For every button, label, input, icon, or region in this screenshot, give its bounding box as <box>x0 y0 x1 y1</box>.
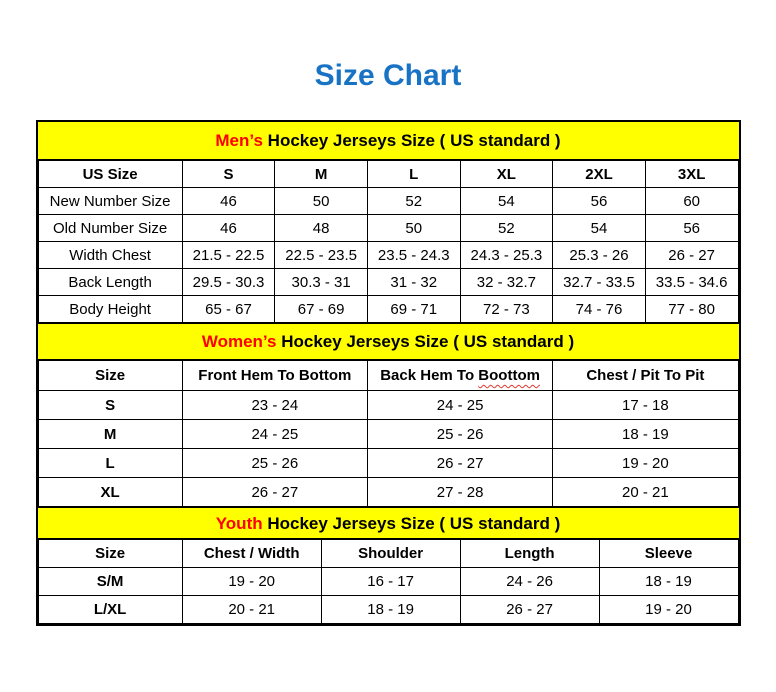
table-row <box>38 188 738 215</box>
mens-cell: 60 <box>645 188 738 215</box>
mens-cell: 22.5 - 23.5 <box>275 242 368 269</box>
mens-cell: 25.3 - 26 <box>553 242 646 269</box>
womens-banner <box>38 323 739 360</box>
youth-banner <box>38 507 739 539</box>
womens-cell: 24 - 25 <box>182 420 367 449</box>
womens-cell: 17 - 18 <box>553 391 738 420</box>
mens-cell: 77 - 80 <box>645 296 738 323</box>
mens-cell: 48 <box>275 215 368 242</box>
womens-cell: 23 - 24 <box>182 391 367 420</box>
mens-row-label: Old Number Size <box>38 215 182 242</box>
mens-cell: 52 <box>460 215 553 242</box>
mens-row-label: Body Height <box>38 296 182 323</box>
section-mens <box>38 122 739 323</box>
youth-cell: 20 - 21 <box>182 596 321 624</box>
womens-banner-accent: Women’s <box>201 332 277 351</box>
mens-cell: 33.5 - 34.6 <box>645 269 738 296</box>
table-row <box>38 296 738 323</box>
mens-column-header: S <box>182 161 275 188</box>
mens-header-row <box>38 161 738 188</box>
mens-cell: 54 <box>460 188 553 215</box>
youth-row-label: L/XL <box>38 596 182 624</box>
womens-cell: 25 - 26 <box>182 449 367 478</box>
table-row <box>38 242 738 269</box>
mens-banner-text: Hockey Jerseys Size ( US standard ) <box>267 131 561 150</box>
youth-header-row <box>38 540 738 568</box>
mens-column-header: L <box>367 161 460 188</box>
mens-cell: 32 - 32.7 <box>460 269 553 296</box>
mens-row-label: Width Chest <box>38 242 182 269</box>
youth-row-label: S/M <box>38 568 182 596</box>
youth-column-header: Size <box>38 540 182 568</box>
mens-banner-accent: Men’s <box>215 131 263 150</box>
mens-cell: 54 <box>553 215 646 242</box>
womens-row-label: S <box>38 391 182 420</box>
mens-cell: 24.3 - 25.3 <box>460 242 553 269</box>
mens-cell: 46 <box>182 188 275 215</box>
womens-row-label: XL <box>38 478 182 507</box>
mens-cell: 32.7 - 33.5 <box>553 269 646 296</box>
youth-banner-accent: Youth <box>215 514 263 533</box>
mens-row-label: Back Length <box>38 269 182 296</box>
womens-banner-text: Hockey Jerseys Size ( US standard ) <box>281 332 575 351</box>
youth-cell: 19 - 20 <box>182 568 321 596</box>
page-title: Size Chart <box>314 59 462 92</box>
mens-cell: 31 - 32 <box>367 269 460 296</box>
womens-cell: 19 - 20 <box>553 449 738 478</box>
youth-column-header: Shoulder <box>321 540 460 568</box>
mens-cell: 74 - 76 <box>553 296 646 323</box>
mens-column-header: 2XL <box>553 161 646 188</box>
section-youth <box>38 507 739 624</box>
womens-cell: 24 - 25 <box>367 391 552 420</box>
mens-cell: 21.5 - 22.5 <box>182 242 275 269</box>
womens-cell: 26 - 27 <box>367 449 552 478</box>
youth-banner-text: Hockey Jerseys Size ( US standard ) <box>267 514 561 533</box>
womens-row-label: L <box>38 449 182 478</box>
mens-cell: 72 - 73 <box>460 296 553 323</box>
mens-cell: 56 <box>553 188 646 215</box>
mens-cell: 69 - 71 <box>367 296 460 323</box>
youth-column-header: Chest / Width <box>182 540 321 568</box>
youth-cell: 19 - 20 <box>599 596 738 624</box>
youth-cell: 18 - 19 <box>321 596 460 624</box>
womens-cell: 25 - 26 <box>367 420 552 449</box>
womens-cell: 26 - 27 <box>182 478 367 507</box>
womens-column-header: Back Hem To Boottom <box>367 361 552 391</box>
womens-header-row <box>38 361 738 391</box>
mens-column-header: M <box>275 161 368 188</box>
womens-column-header: Size <box>38 361 182 391</box>
mens-cell: 67 - 69 <box>275 296 368 323</box>
mens-row-label: New Number Size <box>38 188 182 215</box>
table-row <box>38 391 738 420</box>
section-womens <box>38 323 739 507</box>
size-chart <box>36 120 741 626</box>
mens-cell: 50 <box>275 188 368 215</box>
womens-size-table <box>38 360 739 507</box>
mens-size-table <box>38 160 739 323</box>
mens-cell: 56 <box>645 215 738 242</box>
table-row <box>38 596 738 624</box>
youth-cell: 18 - 19 <box>599 568 738 596</box>
table-row <box>38 269 738 296</box>
table-row <box>38 215 738 242</box>
mens-cell: 46 <box>182 215 275 242</box>
mens-cell: 52 <box>367 188 460 215</box>
table-row <box>38 420 738 449</box>
mens-cell: 50 <box>367 215 460 242</box>
youth-cell: 16 - 17 <box>321 568 460 596</box>
table-row <box>38 449 738 478</box>
mens-cell: 30.3 - 31 <box>275 269 368 296</box>
table-row <box>38 478 738 507</box>
youth-size-table <box>38 539 739 624</box>
mens-cell: 29.5 - 30.3 <box>182 269 275 296</box>
womens-column-header: Front Hem To Bottom <box>182 361 367 391</box>
table-row <box>38 568 738 596</box>
misspelled-word: Boottom <box>478 367 540 384</box>
mens-banner <box>38 122 739 160</box>
mens-cell: 26 - 27 <box>645 242 738 269</box>
mens-column-header: US Size <box>38 161 182 188</box>
youth-cell: 24 - 26 <box>460 568 599 596</box>
womens-column-header: Chest / Pit To Pit <box>553 361 738 391</box>
mens-column-header: 3XL <box>645 161 738 188</box>
womens-cell: 18 - 19 <box>553 420 738 449</box>
womens-cell: 27 - 28 <box>367 478 552 507</box>
womens-cell: 20 - 21 <box>553 478 738 507</box>
mens-column-header: XL <box>460 161 553 188</box>
mens-cell: 65 - 67 <box>182 296 275 323</box>
mens-cell: 23.5 - 24.3 <box>367 242 460 269</box>
youth-cell: 26 - 27 <box>460 596 599 624</box>
youth-column-header: Length <box>460 540 599 568</box>
youth-column-header: Sleeve <box>599 540 738 568</box>
womens-row-label: M <box>38 420 182 449</box>
